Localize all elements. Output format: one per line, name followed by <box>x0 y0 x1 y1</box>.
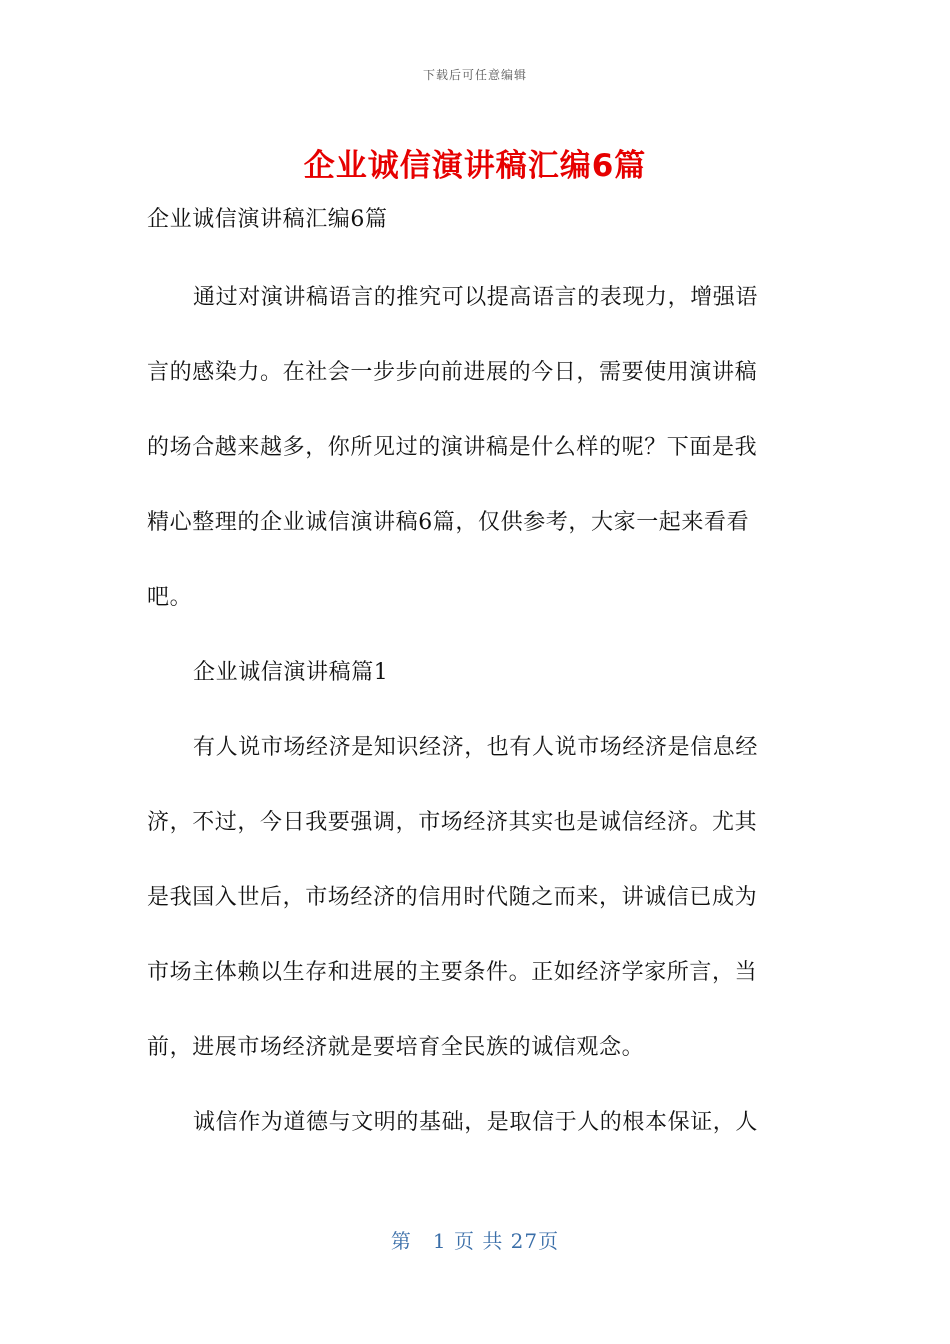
paragraph-line: 是我国入世后，市场经济的信用时代随之而来，讲诚信已成为 <box>147 885 758 910</box>
paragraph-line: 前，进展市场经济就是要培育全民族的诚信观念。 <box>147 1035 645 1060</box>
paragraph-line: 诚信作为道德与文明的基础，是取信于人的根本保证，人 <box>193 1110 759 1135</box>
paragraph-line: 通过对演讲稿语言的推究可以提高语言的表现力，增强语 <box>193 285 759 310</box>
paragraph-line: 市场主体赖以生存和进展的主要条件。正如经济学家所言，当 <box>147 960 758 985</box>
document-body <box>147 200 797 1160</box>
section-heading: 企业诚信演讲稿篇1 <box>193 660 389 685</box>
page-header: 下载后可任意编辑 <box>422 68 527 82</box>
document-title: 企业诚信演讲稿汇编6篇 <box>303 148 647 184</box>
paragraph-line: 有人说市场经济是知识经济，也有人说市场经济是信息经 <box>193 735 759 760</box>
paragraph-line: 精心整理的企业诚信演讲稿6篇，仅供参考，大家一起来看看 <box>147 510 750 535</box>
paragraph-line: 吧。 <box>147 585 193 610</box>
paragraph-line: 言的感染力。在社会一步步向前进展的今日，需要使用演讲稿 <box>147 360 758 385</box>
paragraph-line: 的场合越来越多，你所见过的演讲稿是什么样的呢？下面是我 <box>147 435 758 460</box>
page-number-footer: 第 1 页 共 27页 <box>390 1229 560 1253</box>
document-subtitle: 企业诚信演讲稿汇编6篇 <box>147 207 388 232</box>
paragraph-line: 济，不过，今日我要强调，市场经济其实也是诚信经济。尤其 <box>147 810 758 835</box>
